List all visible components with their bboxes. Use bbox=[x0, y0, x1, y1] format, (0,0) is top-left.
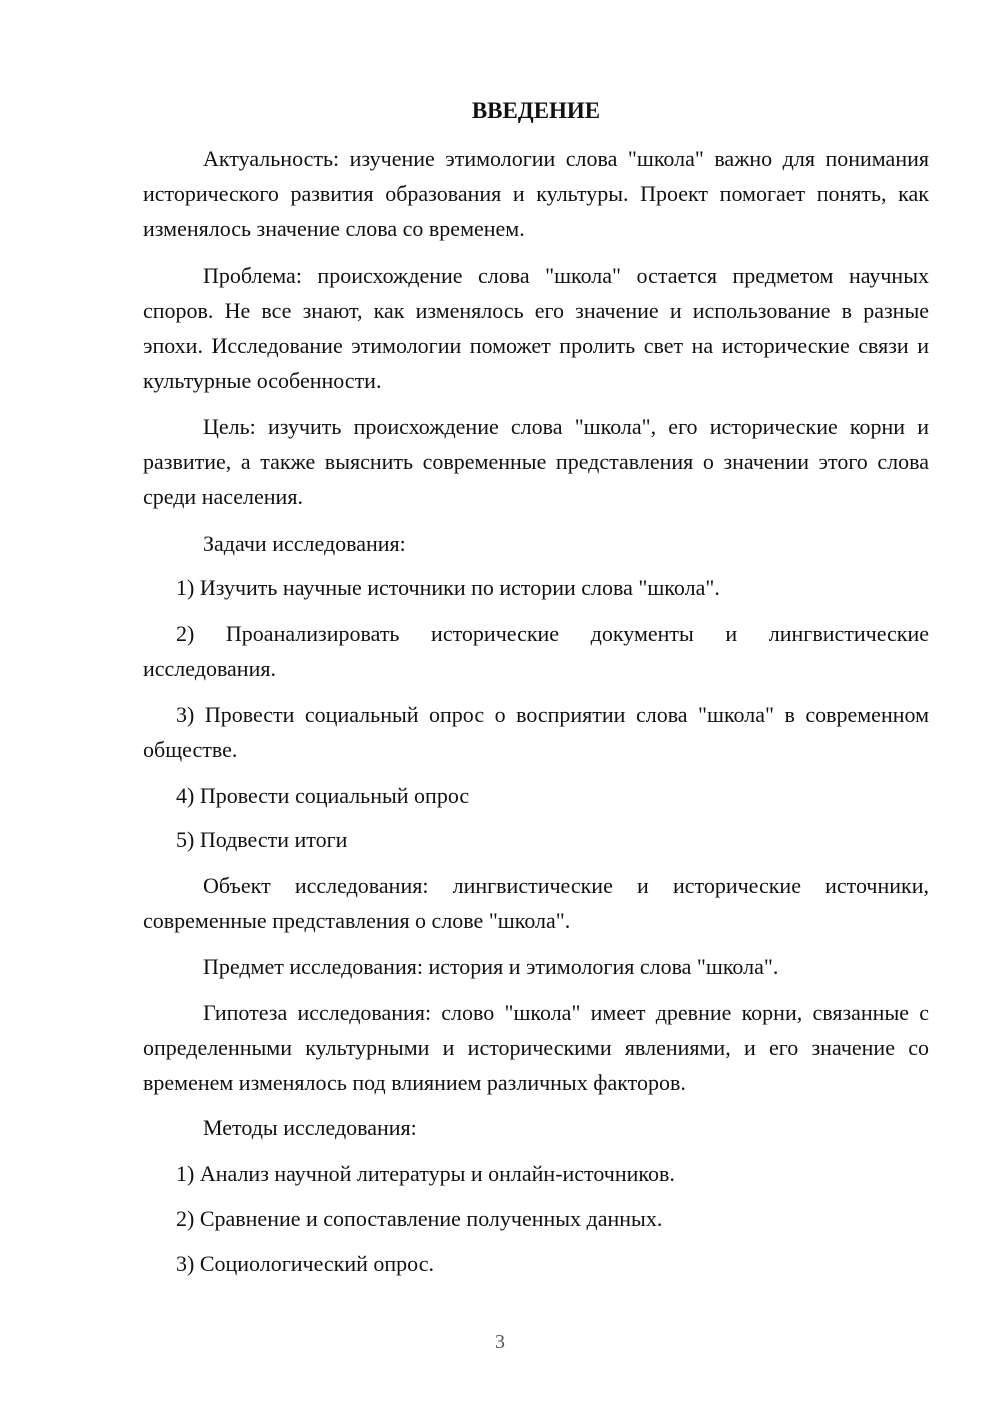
method-item-1: 1) Анализ научной литературы и онлайн-источников. bbox=[176, 1161, 675, 1186]
task-item-5: 5) Подвести итоги bbox=[176, 827, 348, 852]
paragraph-hypothesis: Гипотеза исследования: слово "школа" имеет древние корни, связанные с определенными культурными и историческими явлениями, и его значение со временем изменялось под влиянием различных факторов. bbox=[143, 1000, 929, 1095]
paragraph-tasks-heading: Задачи исследования: bbox=[203, 531, 406, 556]
paragraph-methods-heading: Методы исследования: bbox=[203, 1115, 417, 1140]
paragraph-problem: Проблема: происхождение слова "школа" остается предметом научных споров. Не все знают, как изменялось его значение и использование в разные эпохи. Исследование этимологии поможет пролить свет на исторические связи и культурные особенности. bbox=[143, 263, 929, 393]
paragraph-relevance: Актуальность: изучение этимологии слова "школа" важно для понимания исторического развития образования и культуры. Проект помогает понять, как изменялось значение слова со временем. bbox=[143, 146, 929, 241]
paragraph-goal: Цель: изучить происхождение слова "школа", его исторические корни и развитие, а также выяснить современные представления о значении этого слова среди населения. bbox=[143, 414, 929, 509]
method-item-2: 2) Сравнение и сопоставление полученных данных. bbox=[176, 1206, 663, 1231]
task-item-4: 4) Провести социальный опрос bbox=[176, 783, 470, 808]
paragraph-subject: Предмет исследования: история и этимология слова "школа". bbox=[203, 954, 779, 979]
task-item-2: 2) Проанализировать исторические документы и лингвистические исследования. bbox=[143, 621, 929, 681]
task-item-1: 1) Изучить научные источники по истории слова "школа". bbox=[176, 575, 720, 600]
method-item-3: 3) Социологический опрос. bbox=[176, 1251, 434, 1276]
task-item-3: 3) Провести социальный опрос о восприятии слова "школа" в современном обществе. bbox=[143, 702, 929, 762]
page-title: ВВЕДЕНИЕ bbox=[471, 98, 601, 123]
paragraph-object: Объект исследования: лингвистические и исторические источники, современные представления о слове "школа". bbox=[143, 873, 929, 933]
page-number: 3 bbox=[495, 1331, 505, 1353]
